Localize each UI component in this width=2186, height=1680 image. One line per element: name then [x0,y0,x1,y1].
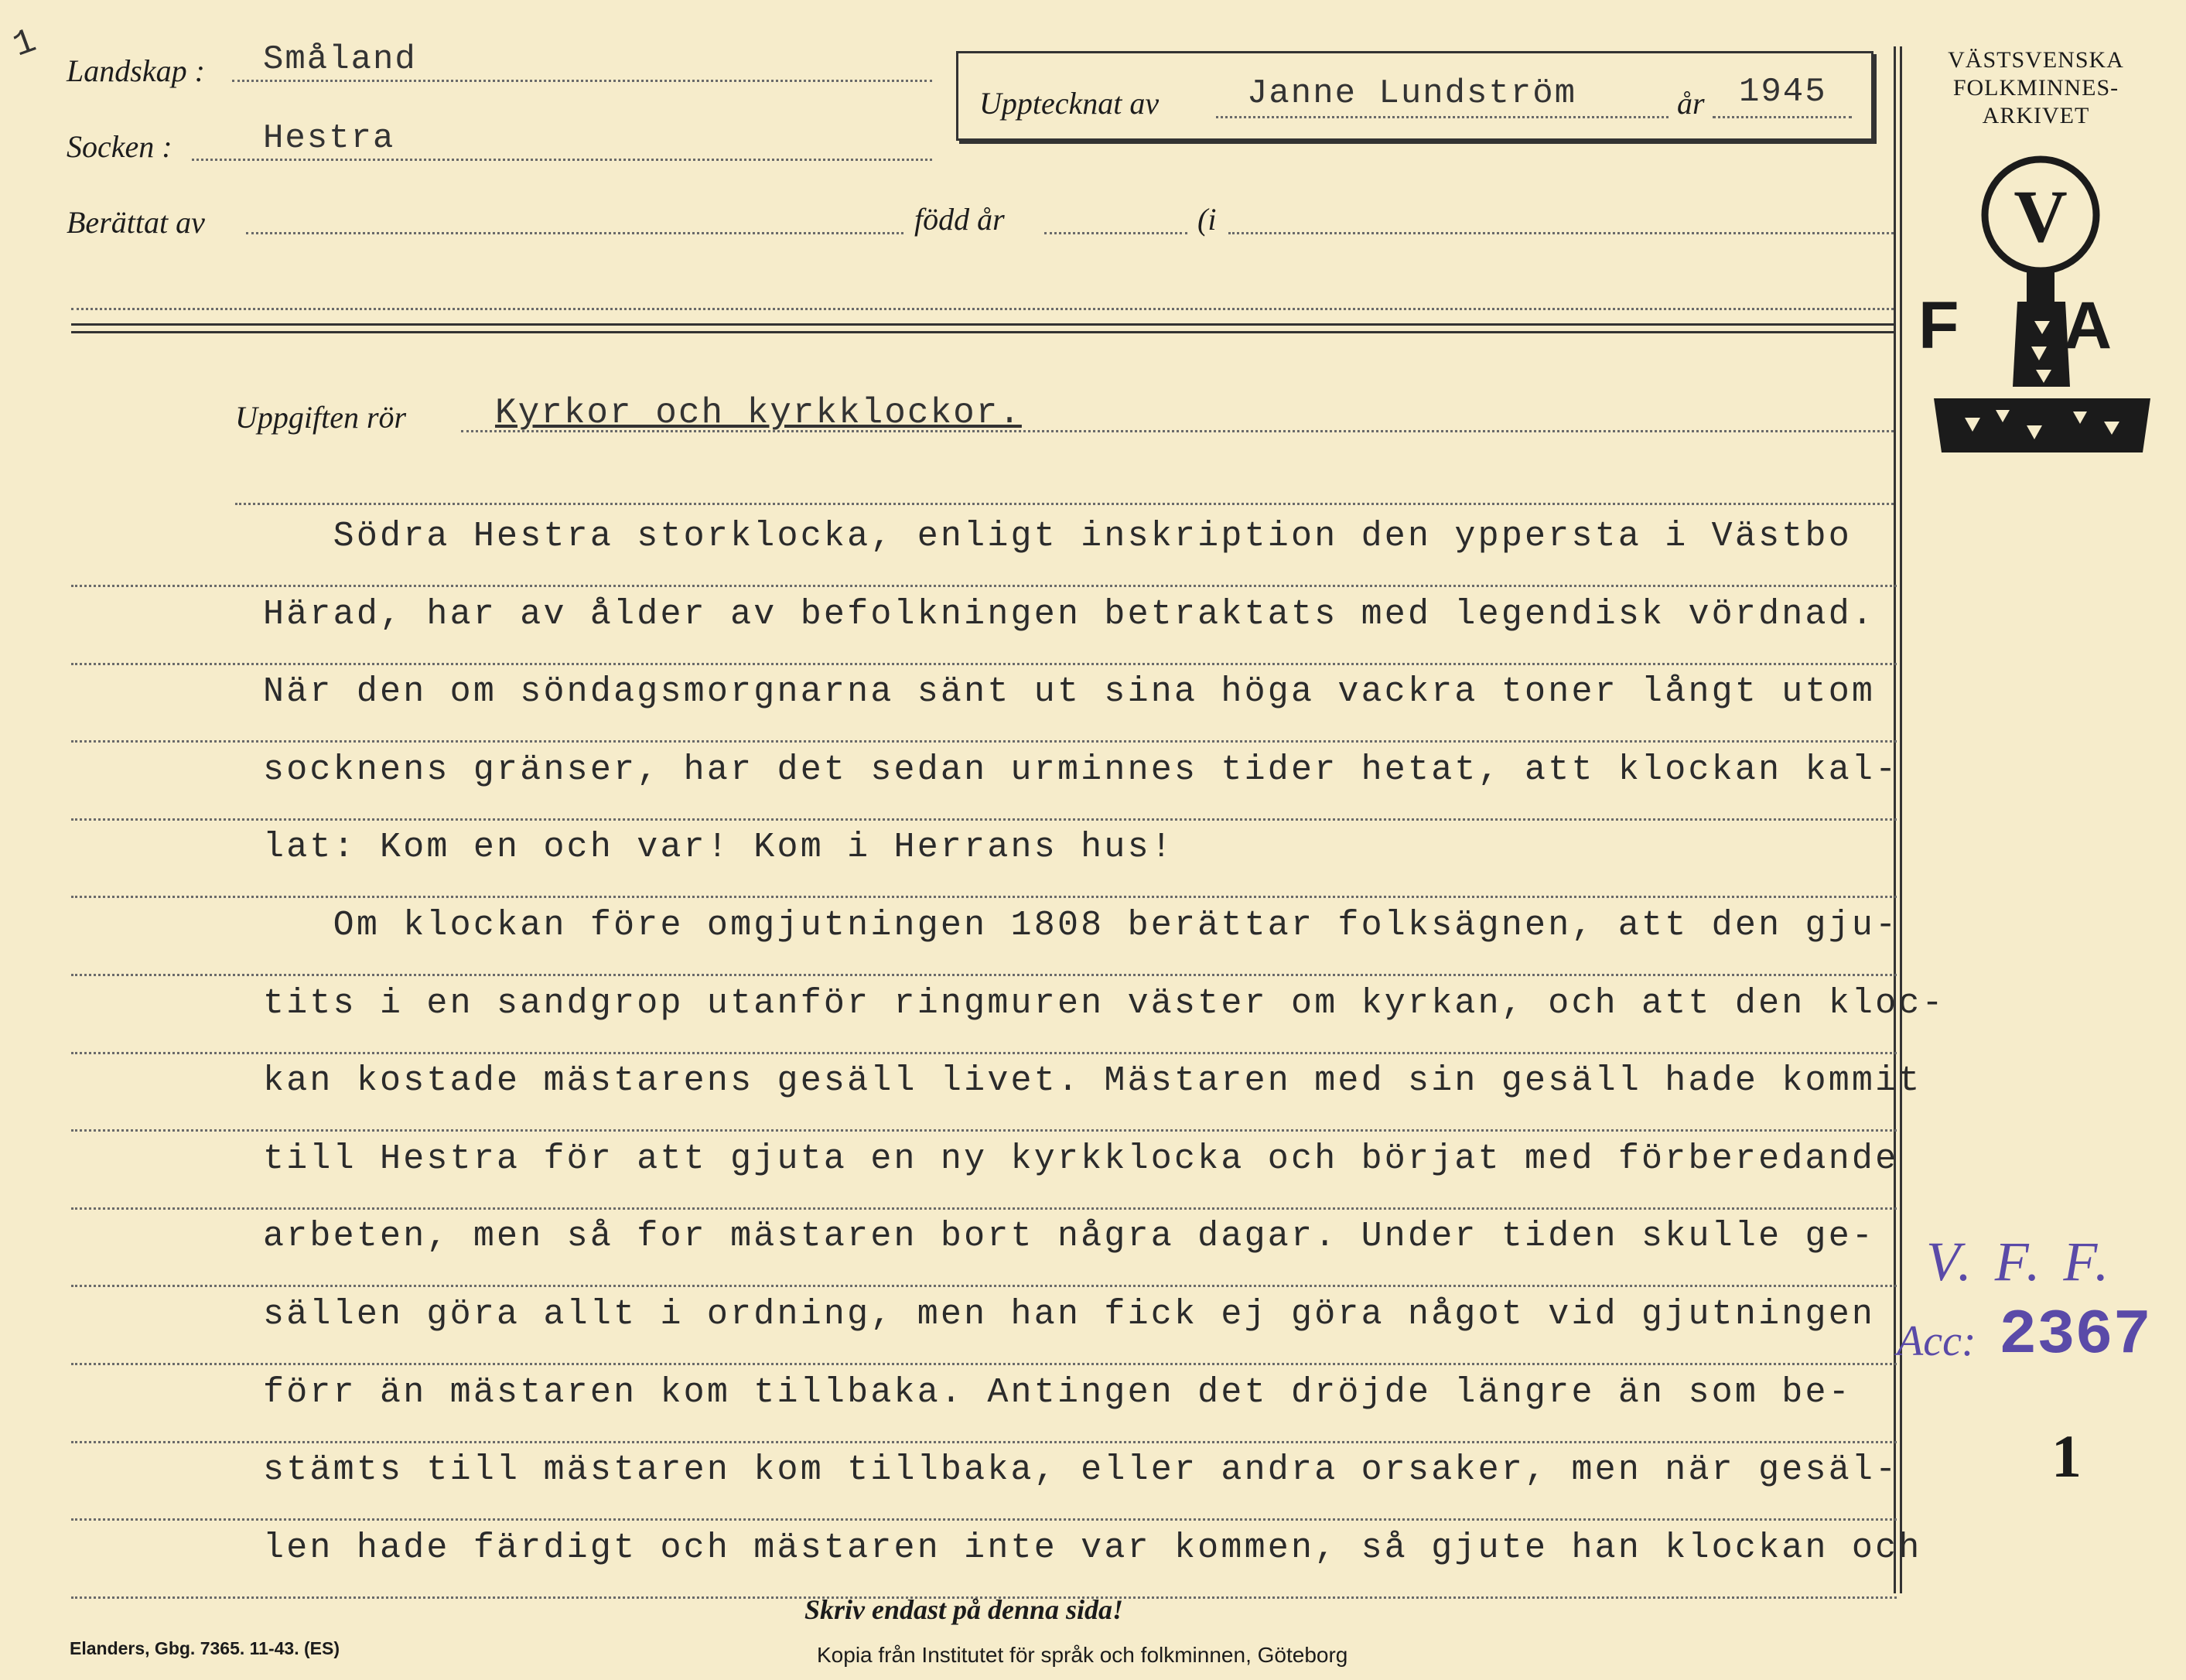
body-line: När den om söndagsmorgnarna sänt ut sina höga vackra toner långt utom [263,672,1876,712]
uppteck-value: Janne Lundström [1247,74,1577,113]
body-line: förr än mästaren kom tillbaka. Antingen det dröjde längre än som be- [263,1372,1852,1412]
header-rule-bottom [71,331,1894,333]
body-line: Södra Hestra storklocka, enligt inskription den yppersta i Västbo [263,517,1852,556]
ruled-line [71,1207,1897,1210]
logo-letter-f: F [1918,289,1959,363]
footer-instruction: Skriv endast på denna sida! [804,1594,1124,1625]
i-dotline [1228,232,1894,234]
ar-value: 1945 [1739,73,1827,111]
uppteck-dotline [1216,116,1669,118]
fodd-label: född år [914,202,1005,237]
archive-name [1904,46,2167,130]
ruled-line [71,1441,1897,1443]
ruled-line [71,585,1897,587]
ruled-line [71,818,1897,821]
uppteck-label: Upptecknat av [979,86,1160,121]
header-rule-top [71,323,1894,326]
ruled-line [71,896,1897,898]
printer-note: Elanders, Gbg. 7365. 11-43. (ES) [70,1638,340,1658]
ruled-line [71,1052,1897,1054]
berattat-dotline [246,232,903,234]
ruled-line [71,1129,1897,1132]
fodd-dotline [1044,232,1187,234]
page-number: 1 [2051,1422,2082,1490]
acc-label: Acc: [1897,1317,1976,1365]
landskap-label: Landskap : [67,53,205,88]
uppgiften-label: Uppgiften rör [235,400,407,435]
landskap-value: Småland [263,40,417,79]
ar-dotline [1713,116,1852,118]
landskap-dotline [232,80,932,82]
i-label: (i [1197,202,1217,237]
socken-value: Hestra [263,119,395,158]
body-line: socknens gränser, har det sedan urminnes tider hetat, att klockan kal- [263,750,1899,790]
ruled-line [71,974,1897,976]
body-line: Om klockan före omgjutningen 1808 berättar folksägnen, att den gju- [263,906,1899,945]
berattat-label: Berättat av [67,205,205,240]
body-line: Härad, har av ålder av befolkningen betraktats med legendisk vördnad. [263,594,1876,634]
archive-line3: ARKIVET [1982,103,2090,128]
body-line: len hade färdigt och mästaren inte var kommen, så gjute han klockan och [263,1528,1922,1568]
body-line: stämts till mästaren kom tillbaka, eller andra orsaker, men när gesäl- [263,1450,1899,1490]
socken-label: Socken : [67,129,172,164]
body-line: arbeten, men så for mästaren bort några dagar. Under tiden skulle ge- [263,1217,1876,1257]
logo-letter-a: A [2064,289,2113,363]
body-line: lat: Kom en och var! Kom i Herrans hus! [263,828,1174,868]
acc-number: 2367 [1999,1299,2151,1371]
copy-note: Kopia från Institutet för språk och folkminnen, Göteborg [817,1643,1348,1667]
archive-line1: VÄSTSVENSKA [1948,47,2124,73]
archive-line2: FOLKMINNES- [1952,75,2119,101]
uppgiften-dotline-2 [235,503,1894,505]
body-line: till Hestra för att gjuta en ny kyrkklocka och börjat med förberedande [263,1139,1899,1179]
ar-label: år [1677,86,1705,121]
body-line: sällen göra allt i ordning, men han fick ej göra något vid gjutningen [263,1295,1876,1334]
ruled-line [71,1518,1897,1521]
ruled-line [71,663,1897,665]
ruled-line [71,740,1897,743]
vff-stamp: V. F. F. [1926,1231,2114,1292]
ruled-line [71,1363,1897,1365]
corner-mark: 1 [8,20,43,67]
socken-dotline [192,159,932,161]
ruled-line [71,1285,1897,1287]
uppgiften-value: Kyrkor och kyrkklockor. [495,393,1022,433]
logo-v-letter: V [2014,175,2068,258]
extra-dotline [71,308,1894,310]
body-line: tits i en sandgrop utanför ringmuren väster om kyrkan, och att den kloc- [263,983,1945,1023]
body-line: kan kostade mästarens gesäll livet. Mästaren med sin gesäll hade kommit [263,1061,1922,1101]
